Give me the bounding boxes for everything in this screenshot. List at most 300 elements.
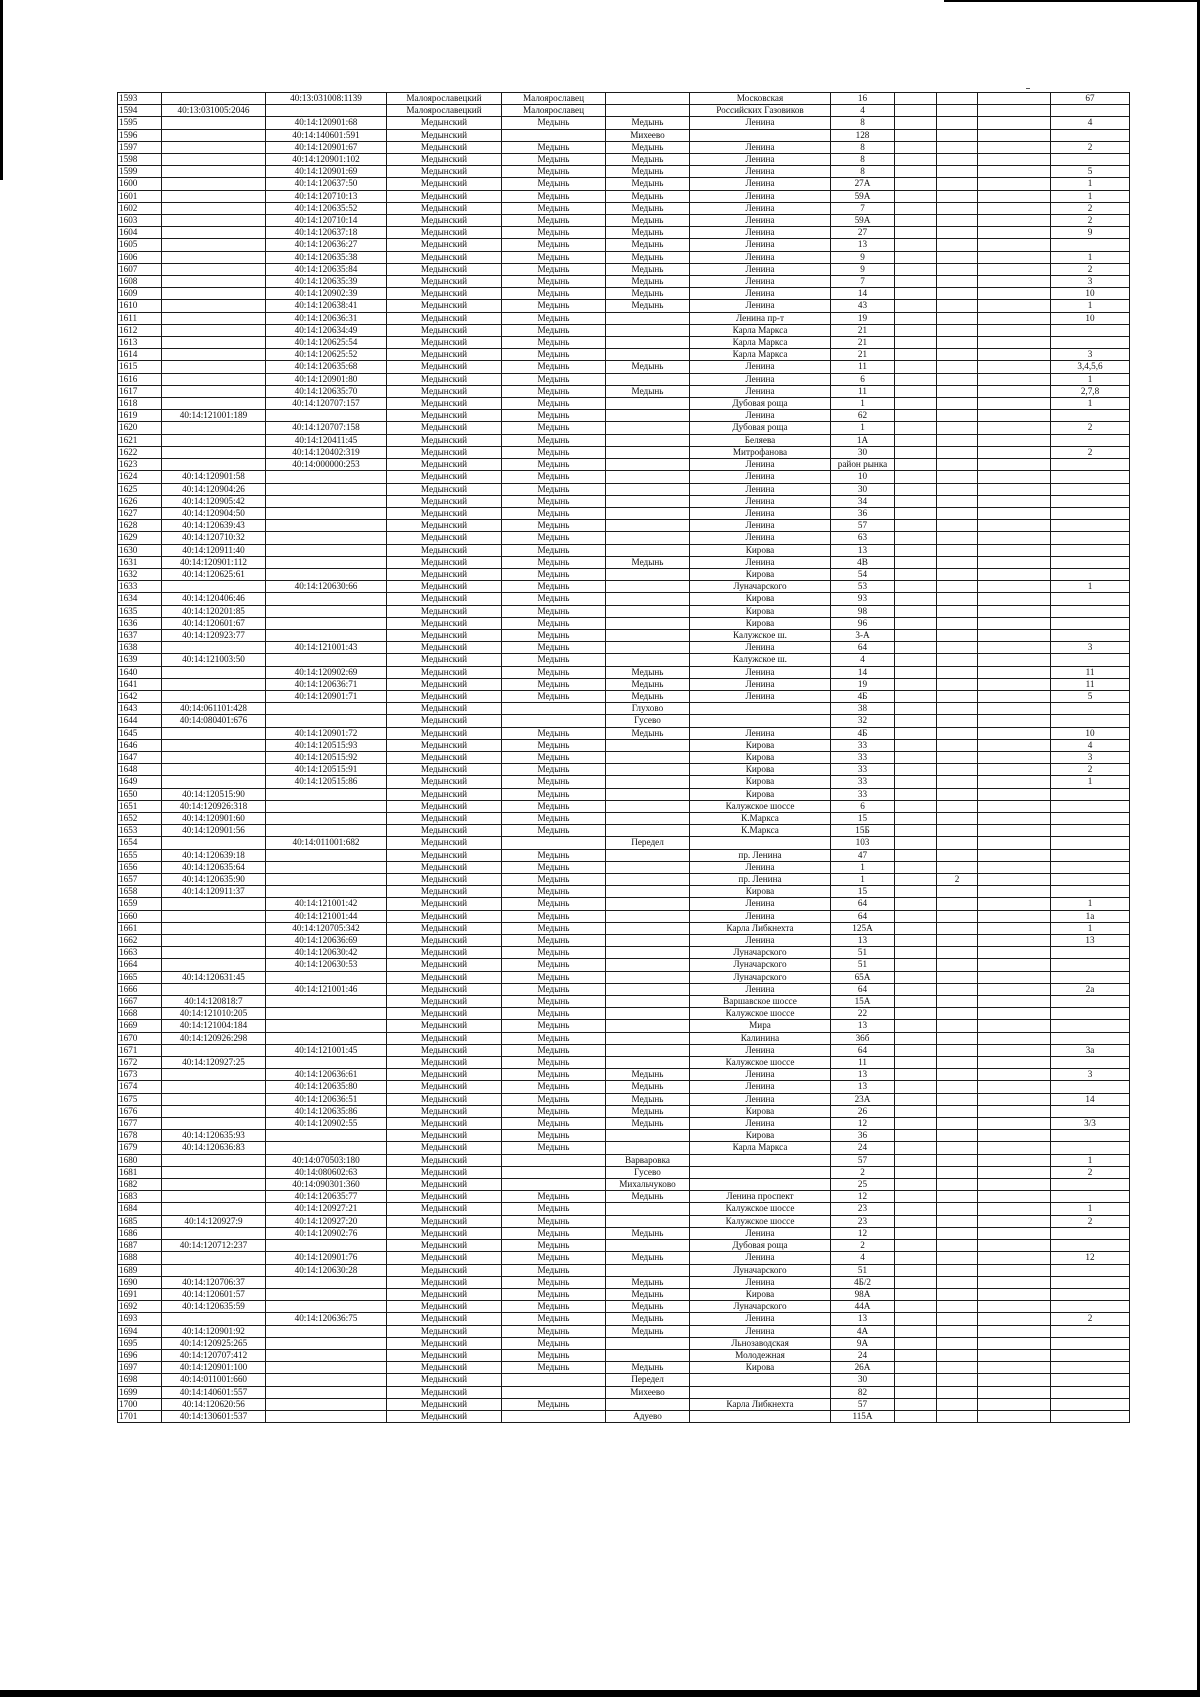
table-row	[118, 227, 1130, 239]
house-number-cell: 8	[831, 154, 895, 166]
house-number-cell: 1	[831, 861, 895, 873]
extra-field-1-cell	[895, 1337, 937, 1349]
extra-field-3-cell	[978, 1410, 1051, 1422]
row-number-cell: 1667	[118, 996, 162, 1008]
cadastral-number-building-cell: 40:14:120515:91	[266, 764, 387, 776]
cadastral-number-land-cell	[162, 239, 266, 251]
extra-field-2-cell	[937, 227, 978, 239]
locality-cell	[606, 544, 690, 556]
district-cell: Медынский	[387, 739, 502, 751]
table-row	[118, 1032, 1130, 1044]
table-row	[118, 324, 1130, 336]
city-cell: Медынь	[502, 874, 606, 886]
house-number-cell: 6	[831, 373, 895, 385]
locality-cell	[606, 410, 690, 422]
table-row	[118, 1240, 1130, 1252]
district-cell: Медынский	[387, 983, 502, 995]
extra-field-3-cell	[978, 1227, 1051, 1239]
locality-cell	[606, 581, 690, 593]
extra-field-3-cell	[978, 190, 1051, 202]
row-number-cell: 1635	[118, 605, 162, 617]
extra-field-2-cell	[937, 459, 978, 471]
cadastral-number-building-cell: 40:14:120901:80	[266, 373, 387, 385]
district-cell: Медынский	[387, 1264, 502, 1276]
cadastral-number-building-cell	[266, 1130, 387, 1142]
street-cell: Луначарского	[690, 947, 831, 959]
apartment-number-cell	[1051, 1410, 1130, 1422]
extra-field-2-cell	[937, 337, 978, 349]
cadastral-number-building-cell	[266, 520, 387, 532]
extra-field-1-cell	[895, 1142, 937, 1154]
street-cell	[690, 1386, 831, 1398]
cadastral-number-building-cell: 40:14:120515:92	[266, 751, 387, 763]
extra-field-3-cell	[978, 215, 1051, 227]
extra-field-2-cell	[937, 202, 978, 214]
cadastral-number-building-cell: 40:14:120705:342	[266, 922, 387, 934]
cadastral-number-land-cell	[162, 1069, 266, 1081]
table-row	[118, 251, 1130, 263]
extra-field-1-cell	[895, 154, 937, 166]
extra-field-2-cell	[937, 935, 978, 947]
row-number-cell: 1616	[118, 373, 162, 385]
extra-field-3-cell	[978, 312, 1051, 324]
row-number-cell: 1629	[118, 532, 162, 544]
cadastral-number-land-cell	[162, 178, 266, 190]
house-number-cell: 59А	[831, 190, 895, 202]
table-row	[118, 398, 1130, 410]
house-number-cell: 38	[831, 703, 895, 715]
extra-field-2-cell	[937, 983, 978, 995]
table-row	[118, 1008, 1130, 1020]
city-cell: Медынь	[502, 495, 606, 507]
district-cell: Медынский	[387, 129, 502, 141]
cadastral-number-land-cell: 40:14:120707:412	[162, 1349, 266, 1361]
street-cell: Ленина	[690, 141, 831, 153]
extra-field-2-cell	[937, 1105, 978, 1117]
cadastral-number-building-cell: 40:14:120902:69	[266, 666, 387, 678]
apartment-number-cell: 3	[1051, 276, 1130, 288]
row-number-cell: 1632	[118, 568, 162, 580]
apartment-number-cell	[1051, 837, 1130, 849]
street-cell: Луначарского	[690, 581, 831, 593]
city-cell	[502, 129, 606, 141]
cadastral-number-building-cell	[266, 1325, 387, 1337]
locality-cell: Михеево	[606, 129, 690, 141]
row-number-cell: 1614	[118, 349, 162, 361]
locality-cell	[606, 1008, 690, 1020]
district-cell: Медынский	[387, 1252, 502, 1264]
cadastral-number-building-cell	[266, 654, 387, 666]
house-number-cell: 64	[831, 1044, 895, 1056]
extra-field-2-cell	[937, 1264, 978, 1276]
extra-field-2-cell	[937, 1398, 978, 1410]
locality-cell	[606, 849, 690, 861]
locality-cell: Гусево	[606, 715, 690, 727]
extra-field-1-cell	[895, 422, 937, 434]
row-number-cell: 1690	[118, 1276, 162, 1288]
extra-field-2-cell	[937, 751, 978, 763]
district-cell: Медынский	[387, 788, 502, 800]
district-cell: Медынский	[387, 556, 502, 568]
cadastral-number-building-cell: 40:14:120902:55	[266, 1118, 387, 1130]
city-cell: Медынь	[502, 312, 606, 324]
locality-cell	[606, 874, 690, 886]
extra-field-2-cell	[937, 1276, 978, 1288]
extra-field-1-cell	[895, 1057, 937, 1069]
row-number-cell: 1610	[118, 300, 162, 312]
extra-field-2-cell	[937, 764, 978, 776]
apartment-number-cell: 5	[1051, 166, 1130, 178]
row-number-cell: 1601	[118, 190, 162, 202]
cadastral-number-building-cell	[266, 788, 387, 800]
cadastral-number-building-cell: 40:14:120635:77	[266, 1191, 387, 1203]
table-row	[118, 300, 1130, 312]
row-number-cell: 1646	[118, 739, 162, 751]
locality-cell	[606, 629, 690, 641]
city-cell: Медынь	[502, 1044, 606, 1056]
city-cell: Медынь	[502, 800, 606, 812]
district-cell: Медынский	[387, 849, 502, 861]
cadastral-number-land-cell	[162, 300, 266, 312]
extra-field-2-cell	[937, 666, 978, 678]
house-number-cell: 2	[831, 1166, 895, 1178]
street-cell: Ленина	[690, 1093, 831, 1105]
locality-cell	[606, 739, 690, 751]
apartment-number-cell	[1051, 1142, 1130, 1154]
table-row	[118, 215, 1130, 227]
table-row	[118, 276, 1130, 288]
apartment-number-cell	[1051, 495, 1130, 507]
row-number-cell: 1699	[118, 1386, 162, 1398]
locality-cell	[606, 1130, 690, 1142]
locality-cell	[606, 776, 690, 788]
extra-field-2-cell	[937, 178, 978, 190]
locality-cell	[606, 1142, 690, 1154]
locality-cell: Медынь	[606, 1325, 690, 1337]
house-number-cell: 25	[831, 1179, 895, 1191]
district-cell: Медынский	[387, 910, 502, 922]
locality-cell: Медынь	[606, 1362, 690, 1374]
apartment-number-cell	[1051, 1032, 1130, 1044]
apartment-number-cell	[1051, 239, 1130, 251]
apartment-number-cell	[1051, 959, 1130, 971]
city-cell: Медынь	[502, 629, 606, 641]
house-number-cell: 15	[831, 812, 895, 824]
apartment-number-cell: 3	[1051, 1069, 1130, 1081]
cadastral-number-building-cell: 40:14:120636:75	[266, 1313, 387, 1325]
city-cell: Медынь	[502, 825, 606, 837]
street-cell: Ленина	[690, 483, 831, 495]
district-cell: Медынский	[387, 459, 502, 471]
house-number-cell: 21	[831, 349, 895, 361]
house-number-cell: 96	[831, 617, 895, 629]
locality-cell: Гусево	[606, 1166, 690, 1178]
apartment-number-cell: 2	[1051, 1215, 1130, 1227]
apartment-number-cell	[1051, 1008, 1130, 1020]
row-number-cell: 1686	[118, 1227, 162, 1239]
city-cell: Медынь	[502, 1362, 606, 1374]
apartment-number-cell: 3	[1051, 642, 1130, 654]
district-cell: Медынский	[387, 1227, 502, 1239]
cadastral-number-land-cell	[162, 1166, 266, 1178]
cadastral-number-land-cell	[162, 678, 266, 690]
district-cell: Медынский	[387, 1301, 502, 1313]
row-number-cell: 1606	[118, 251, 162, 263]
cadastral-number-building-cell: 40:14:120402:319	[266, 446, 387, 458]
extra-field-3-cell	[978, 1032, 1051, 1044]
extra-field-2-cell	[937, 1118, 978, 1130]
city-cell: Медынь	[502, 288, 606, 300]
row-number-cell: 1602	[118, 202, 162, 214]
district-cell: Медынский	[387, 1191, 502, 1203]
extra-field-3-cell	[978, 459, 1051, 471]
locality-cell	[606, 764, 690, 776]
extra-field-1-cell	[895, 385, 937, 397]
extra-field-1-cell	[895, 544, 937, 556]
house-number-cell: 15А	[831, 996, 895, 1008]
city-cell: Медынь	[502, 788, 606, 800]
extra-field-1-cell	[895, 129, 937, 141]
street-cell: Ленина	[690, 983, 831, 995]
cadastral-number-land-cell	[162, 263, 266, 275]
apartment-number-cell	[1051, 1362, 1130, 1374]
extra-field-2-cell	[937, 629, 978, 641]
street-cell: Мира	[690, 1020, 831, 1032]
district-cell: Медынский	[387, 935, 502, 947]
locality-cell: Передел	[606, 837, 690, 849]
house-number-cell: 4	[831, 1252, 895, 1264]
cadastral-number-building-cell	[266, 1057, 387, 1069]
city-cell: Медынь	[502, 361, 606, 373]
cadastral-number-land-cell: 40:14:120712:237	[162, 1240, 266, 1252]
cadastral-number-land-cell	[162, 959, 266, 971]
house-number-cell: 36б	[831, 1032, 895, 1044]
house-number-cell: 54	[831, 568, 895, 580]
row-number-cell: 1652	[118, 812, 162, 824]
street-cell: Ленина	[690, 495, 831, 507]
cadastral-number-building-cell: 40:14:120515:93	[266, 739, 387, 751]
street-cell: Кирова	[690, 617, 831, 629]
cadastral-number-building-cell: 40:14:120710:13	[266, 190, 387, 202]
extra-field-1-cell	[895, 1179, 937, 1191]
extra-field-1-cell	[895, 1386, 937, 1398]
cadastral-number-land-cell: 40:14:011001:660	[162, 1374, 266, 1386]
row-number-cell: 1668	[118, 1008, 162, 1020]
street-cell: Варшавское шоссе	[690, 996, 831, 1008]
row-number-cell: 1633	[118, 581, 162, 593]
city-cell: Медынь	[502, 1118, 606, 1130]
locality-cell: Медынь	[606, 166, 690, 178]
locality-cell	[606, 520, 690, 532]
apartment-number-cell: 14	[1051, 1093, 1130, 1105]
table-row	[118, 922, 1130, 934]
apartment-number-cell	[1051, 861, 1130, 873]
apartment-number-cell	[1051, 483, 1130, 495]
extra-field-3-cell	[978, 507, 1051, 519]
table-row	[118, 1337, 1130, 1349]
extra-field-3-cell	[978, 556, 1051, 568]
apartment-number-cell: 2а	[1051, 983, 1130, 995]
house-number-cell: 1	[831, 874, 895, 886]
house-number-cell: 13	[831, 239, 895, 251]
house-number-cell: 4	[831, 654, 895, 666]
extra-field-3-cell	[978, 93, 1051, 105]
cadastral-number-building-cell	[266, 1386, 387, 1398]
city-cell: Медынь	[502, 1191, 606, 1203]
locality-cell: Медынь	[606, 190, 690, 202]
district-cell: Медынский	[387, 507, 502, 519]
district-cell: Медынский	[387, 727, 502, 739]
extra-field-1-cell	[895, 434, 937, 446]
district-cell: Медынский	[387, 678, 502, 690]
city-cell: Медынь	[502, 1276, 606, 1288]
street-cell: Дубовая роща	[690, 398, 831, 410]
house-number-cell: 9А	[831, 1337, 895, 1349]
extra-field-1-cell	[895, 898, 937, 910]
scan-left-edge	[0, 0, 3, 180]
row-number-cell: 1701	[118, 1410, 162, 1422]
street-cell: Кирова	[690, 886, 831, 898]
cadastral-number-building-cell: 40:14:120630:28	[266, 1264, 387, 1276]
extra-field-3-cell	[978, 568, 1051, 580]
cadastral-number-building-cell	[266, 703, 387, 715]
locality-cell	[606, 507, 690, 519]
city-cell: Медынь	[502, 1057, 606, 1069]
extra-field-1-cell	[895, 227, 937, 239]
district-cell: Медынский	[387, 1215, 502, 1227]
row-number-cell: 1665	[118, 971, 162, 983]
extra-field-3-cell	[978, 666, 1051, 678]
extra-field-3-cell	[978, 654, 1051, 666]
apartment-number-cell: 10	[1051, 312, 1130, 324]
extra-field-3-cell	[978, 483, 1051, 495]
locality-cell: Медынь	[606, 117, 690, 129]
street-cell: пр. Ленина	[690, 849, 831, 861]
city-cell: Медынь	[502, 422, 606, 434]
city-cell	[502, 1374, 606, 1386]
extra-field-1-cell	[895, 1276, 937, 1288]
cadastral-number-building-cell: 40:14:120901:67	[266, 141, 387, 153]
extra-field-1-cell	[895, 959, 937, 971]
row-number-cell: 1680	[118, 1154, 162, 1166]
cadastral-number-land-cell: 40:14:120926:318	[162, 800, 266, 812]
extra-field-1-cell	[895, 666, 937, 678]
extra-field-3-cell	[978, 141, 1051, 153]
city-cell: Медынь	[502, 544, 606, 556]
table-row	[118, 654, 1130, 666]
table-row	[118, 507, 1130, 519]
district-cell: Медынский	[387, 605, 502, 617]
street-cell: Ленина	[690, 373, 831, 385]
city-cell: Медынь	[502, 910, 606, 922]
cadastral-number-building-cell	[266, 507, 387, 519]
row-number-cell: 1661	[118, 922, 162, 934]
table-row	[118, 1105, 1130, 1117]
row-number-cell: 1688	[118, 1252, 162, 1264]
cadastral-number-building-cell	[266, 996, 387, 1008]
extra-field-3-cell	[978, 886, 1051, 898]
extra-field-2-cell	[937, 129, 978, 141]
extra-field-3-cell	[978, 129, 1051, 141]
row-number-cell: 1620	[118, 422, 162, 434]
cadastral-number-land-cell	[162, 288, 266, 300]
extra-field-3-cell	[978, 581, 1051, 593]
cadastral-number-land-cell: 40:14:120636:83	[162, 1142, 266, 1154]
city-cell	[502, 1386, 606, 1398]
cadastral-number-building-cell: 40:14:120635:68	[266, 361, 387, 373]
cadastral-number-building-cell: 40:14:080602:63	[266, 1166, 387, 1178]
extra-field-1-cell	[895, 1313, 937, 1325]
extra-field-1-cell	[895, 178, 937, 190]
street-cell: Карла Маркса	[690, 324, 831, 336]
district-cell: Медынский	[387, 410, 502, 422]
extra-field-1-cell	[895, 324, 937, 336]
street-cell	[690, 1166, 831, 1178]
district-cell: Медынский	[387, 385, 502, 397]
extra-field-1-cell	[895, 1374, 937, 1386]
apartment-number-cell	[1051, 154, 1130, 166]
table-row	[118, 1349, 1130, 1361]
row-number-cell: 1687	[118, 1240, 162, 1252]
city-cell: Медынь	[502, 471, 606, 483]
table-row	[118, 434, 1130, 446]
cadastral-number-building-cell: 40:14:121001:42	[266, 898, 387, 910]
cadastral-number-building-cell: 40:14:121001:45	[266, 1044, 387, 1056]
extra-field-2-cell	[937, 361, 978, 373]
cadastral-number-building-cell: 40:14:120636:31	[266, 312, 387, 324]
city-cell: Медынь	[502, 166, 606, 178]
city-cell	[502, 703, 606, 715]
street-cell: Луначарского	[690, 1301, 831, 1313]
row-number-cell: 1621	[118, 434, 162, 446]
city-cell: Медынь	[502, 385, 606, 397]
table-row	[118, 983, 1130, 995]
extra-field-1-cell	[895, 739, 937, 751]
extra-field-3-cell	[978, 1386, 1051, 1398]
extra-field-2-cell	[937, 446, 978, 458]
house-number-cell: 30	[831, 1374, 895, 1386]
table-row	[118, 361, 1130, 373]
extra-field-2-cell	[937, 556, 978, 568]
house-number-cell: 51	[831, 947, 895, 959]
extra-field-1-cell	[895, 459, 937, 471]
house-number-cell: 33	[831, 788, 895, 800]
table-row	[118, 288, 1130, 300]
locality-cell	[606, 1203, 690, 1215]
table-row	[118, 1203, 1130, 1215]
street-cell: Митрофанова	[690, 446, 831, 458]
table-row	[118, 520, 1130, 532]
cadastral-number-land-cell	[162, 398, 266, 410]
cadastral-number-land-cell	[162, 690, 266, 702]
extra-field-3-cell	[978, 1374, 1051, 1386]
table-row	[118, 605, 1130, 617]
locality-cell	[606, 434, 690, 446]
table-row	[118, 788, 1130, 800]
city-cell: Медынь	[502, 507, 606, 519]
street-cell	[690, 837, 831, 849]
apartment-number-cell: 2,7,8	[1051, 385, 1130, 397]
extra-field-1-cell	[895, 507, 937, 519]
district-cell: Медынский	[387, 178, 502, 190]
locality-cell	[606, 1264, 690, 1276]
locality-cell: Медынь	[606, 1105, 690, 1117]
extra-field-2-cell	[937, 117, 978, 129]
extra-field-1-cell	[895, 849, 937, 861]
house-number-cell: 1А	[831, 434, 895, 446]
cadastral-number-building-cell	[266, 1410, 387, 1422]
street-cell: Луначарского	[690, 1264, 831, 1276]
